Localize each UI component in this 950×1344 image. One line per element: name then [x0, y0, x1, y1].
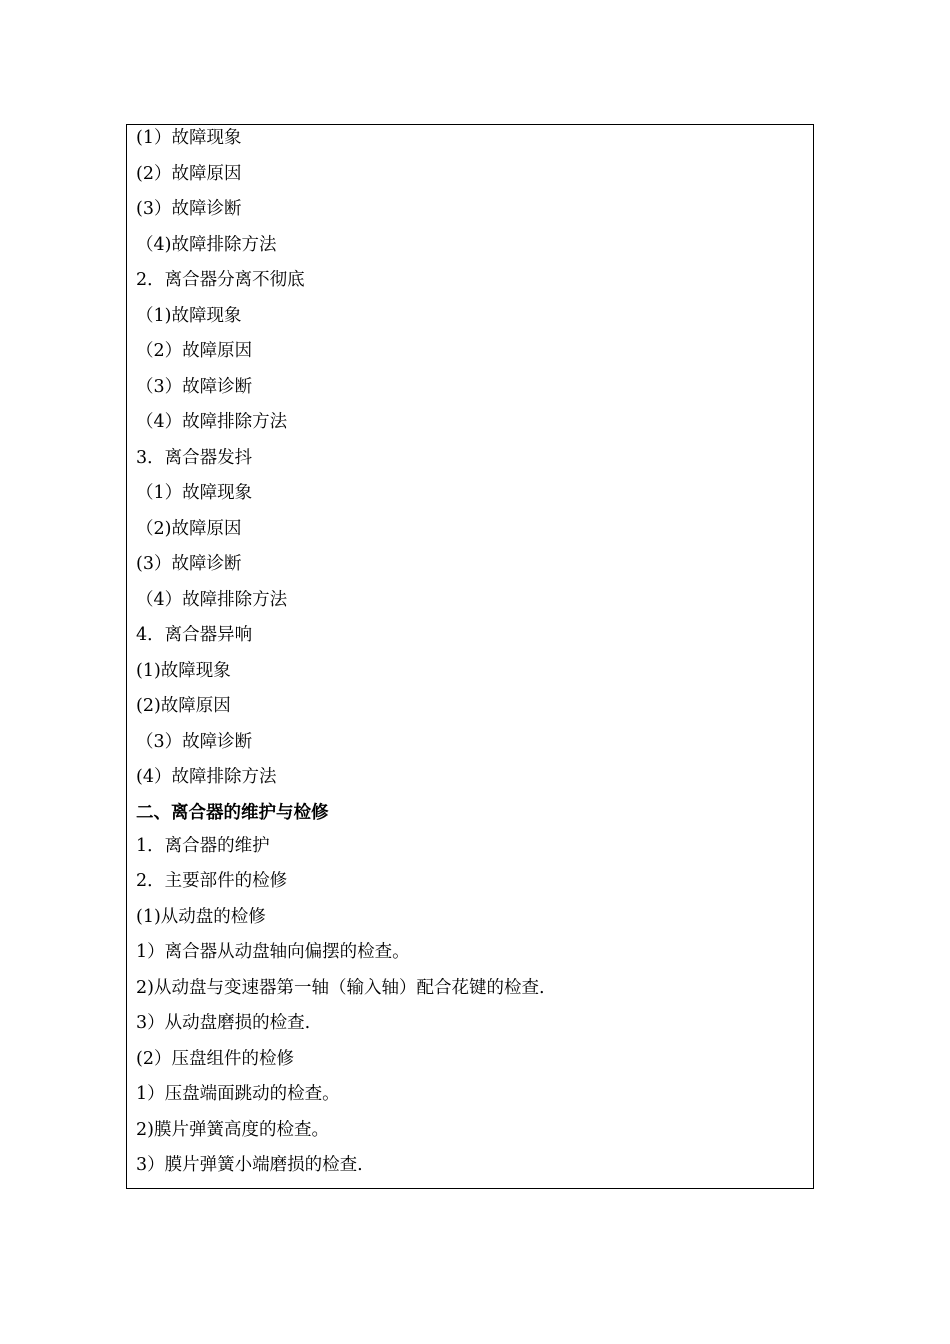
- text-line: (4）故障排除方法: [136, 767, 277, 787]
- section-heading: 二、离合器的维护与检修: [136, 802, 329, 823]
- text-line: 3．离合器发抖: [136, 447, 253, 468]
- text-line: 1．离合器的维护: [136, 835, 270, 856]
- text-line: (3）故障诊断: [136, 554, 242, 574]
- text-line: 2．离合器分离不彻底: [136, 270, 305, 290]
- text-line: 2)从动盘与变速器第一轴（输入轴）配合花键的检查.: [136, 977, 545, 998]
- text-line: (1）故障现象: [136, 128, 242, 148]
- text-line: 2)膜片弹簧高度的检查。: [136, 1119, 329, 1140]
- text-line: （1)故障现象: [136, 305, 242, 326]
- text-line: 3）膜片弹簧小端磨损的检查.: [136, 1155, 363, 1175]
- text-line: (2)故障原因: [136, 696, 231, 716]
- text-line: （2)故障原因: [136, 518, 242, 539]
- text-lines: [136, 125, 807, 1188]
- text-line: （4)故障排除方法: [136, 234, 277, 255]
- text-line: (3）故障诊断: [136, 199, 242, 219]
- text-line: (1)从动盘的检修: [136, 906, 266, 927]
- text-line: 3）从动盘磨损的检查.: [136, 1013, 311, 1033]
- text-line: （3）故障诊断: [136, 376, 253, 397]
- text-line: 1）压盘端面跳动的检查。: [136, 1084, 340, 1104]
- text-line: (2）压盘组件的检修: [136, 1048, 294, 1069]
- text-line: （3）故障诊断: [136, 731, 253, 752]
- text-line: （4）故障排除方法: [136, 589, 288, 610]
- text-line: (1)故障现象: [136, 660, 231, 681]
- text-line: 2．主要部件的检修: [136, 871, 288, 891]
- text-line: 4．离合器异响: [136, 625, 253, 645]
- text-line: (2）故障原因: [136, 163, 242, 184]
- content-table-cell: [126, 124, 814, 1189]
- text-line: （4）故障排除方法: [136, 412, 288, 432]
- text-line: 1）离合器从动盘轴向偏摆的检查。: [136, 942, 410, 962]
- text-line: （1）故障现象: [136, 483, 253, 503]
- text-line: （2）故障原因: [136, 341, 253, 361]
